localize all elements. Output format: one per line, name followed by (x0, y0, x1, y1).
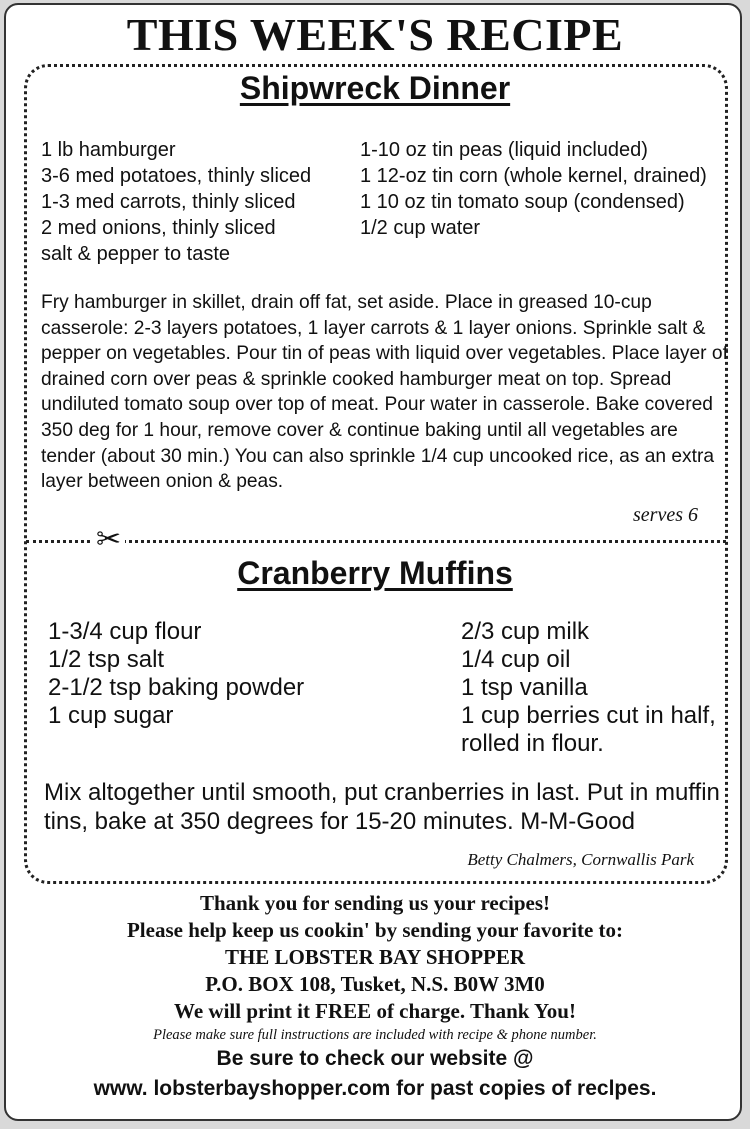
ingredient: 1/2 cup water (360, 217, 481, 239)
scissors-icon: ✂ (92, 525, 125, 555)
recipe2-instructions: Mix altogether until smooth, put cranberries in last. Put in muffin tins, bake at 350 degrees for 15-20 minutes. M-M-Good (44, 779, 720, 835)
recipe1-title: Shipwreck Dinner (239, 70, 511, 106)
ingredient: 1 lb hamburger (41, 139, 176, 161)
recipe1-serves: serves 6 (633, 504, 698, 526)
ingredient: 1-3 med carrots, thinly sliced (41, 191, 296, 213)
recipe2-ingredients-right (461, 618, 716, 758)
recipe2-ingredients-left (48, 618, 304, 730)
footer-note: Please make sure full instructions are included with recipe & phone number. (153, 1027, 597, 1043)
ingredient: 1 cup berries cut in half, (461, 702, 716, 729)
website-line: Be sure to check our website @ (216, 1047, 534, 1070)
cut-divider (26, 540, 726, 543)
page-title: THIS WEEK'S RECIPE (126, 9, 624, 60)
ingredient: 1 10 oz tin tomato soup (condensed) (360, 191, 685, 213)
ingredient: 1/4 cup oil (461, 646, 571, 673)
footer-line: P.O. BOX 108, Tusket, N.S. B0W 3M0 (205, 972, 545, 996)
ingredient: 1-10 oz tin peas (liquid included) (360, 139, 648, 161)
recipe1-ingredients-right (360, 137, 707, 241)
ingredient: 1 tsp vanilla (461, 674, 588, 701)
ingredient: salt & pepper to taste (41, 243, 231, 265)
ingredient: rolled in flour. (461, 730, 604, 757)
footer-line: Please help keep us cookin' by sending your favorite to: (126, 918, 624, 942)
ingredient: 2 med onions, thinly sliced (41, 217, 276, 239)
ingredient: 1 cup sugar (48, 702, 174, 729)
recipe2-credit: Betty Chalmers, Cornwallis Park (467, 850, 694, 869)
website-link[interactable]: www. lobsterbayshopper.com for past copies of reclpes. (93, 1077, 657, 1100)
ingredient: 2-1/2 tsp baking powder (48, 674, 305, 701)
website-notice (0, 1044, 750, 1104)
footer-message (0, 890, 750, 1025)
recipe2-title: Cranberry Muffins (237, 555, 513, 591)
ingredient: 1-3/4 cup flour (48, 618, 202, 645)
ingredient: 1/2 tsp salt (48, 646, 165, 673)
footer-line: THE LOBSTER BAY SHOPPER (224, 945, 526, 969)
footer-line: Thank you for sending us your recipes! (199, 891, 551, 915)
ingredient: 2/3 cup milk (461, 618, 590, 645)
ingredient: 1 12-oz tin corn (whole kernel, drained) (360, 165, 707, 187)
ingredient: 3-6 med potatoes, thinly sliced (41, 165, 312, 187)
recipe1-instructions: Fry hamburger in skillet, drain off fat, set aside. Place in greased 10-cup casserole: 2-3 layers potatoes, 1 layer carrots & 1 layer onions. Sprinkle salt & pepper on vegetables. Pour tin of peas with liquid over vegetables. Place layer of drained corn over peas & sprinkle cooked hamburger meat on top. Spread undiluted tomato soup over top of meat. Pour water in casserole. Bake covered 350 deg for 1 hour, remove cover & continue baking until all vegetables are tender (about 30 min.) You can also sprinkle 1/4 cup uncooked rice, as an extra layer between onion & peas. (41, 292, 728, 493)
footer-line: We will print it FREE of charge. Thank You! (174, 999, 576, 1023)
recipe1-ingredients-left (41, 137, 311, 267)
